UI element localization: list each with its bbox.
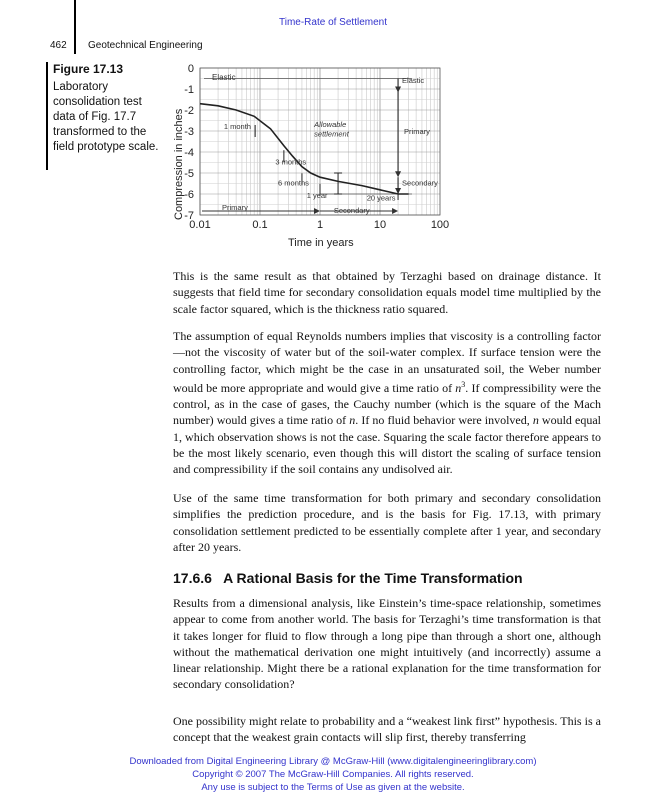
y-tick-label: -5 <box>184 168 194 180</box>
paragraph-1-block <box>173 268 601 317</box>
one-year-label: 1 year <box>306 191 328 201</box>
settlement-chart <box>168 60 468 250</box>
secondary-bottom-label: Secondary <box>333 205 370 215</box>
figure-caption-rule <box>46 62 48 170</box>
x-axis-ticks <box>189 219 449 231</box>
arrowhead <box>395 171 401 177</box>
elastic-right-label: Elastic <box>402 76 425 85</box>
figure-label: Figure 17.13 <box>53 62 124 76</box>
footer-line-1: Downloaded from Digital Engineering Library @ McGraw-Hill (www.digitalengineeringlibrary.com) <box>129 756 537 767</box>
footer-line-2: Copyright © 2007 The McGraw-Hill Companies. All rights reserved. <box>192 769 474 780</box>
paragraph-5-block <box>173 713 601 746</box>
y-tick-label: -2 <box>184 105 194 117</box>
y-axis-label: Compression in inches <box>173 108 185 220</box>
y-axis-ticks <box>184 63 194 222</box>
paragraph-2-block <box>173 328 601 478</box>
y-tick-label: -4 <box>184 147 194 159</box>
running-title: Time-Rate of Settlement <box>278 17 387 28</box>
paragraph-1: This is the same result as that obtained by Terzaghi based on drainage distance. It suggests that field time for secondary consolidation equals model time multiplied by the scale factor squared, which is the thickness ratio squared. <box>173 269 601 316</box>
allowable-settlement-label: Allowable <box>314 119 347 129</box>
paragraph-4-block <box>173 595 601 693</box>
twenty-years-label: 20 years <box>366 193 396 203</box>
x-axis-label: Time in years <box>288 237 354 249</box>
y-tick-label: -1 <box>184 84 194 96</box>
paragraph-3: Use of the same time transformation for both primary and secondary consolidation simplifies the prediction procedure, and is the basis for Fig. 17.13, with primary consolidation settlement predicted to be essentially complete after 1 year, and secondary after 20 years. <box>173 491 601 554</box>
page-number: 462 <box>50 40 67 51</box>
y-tick-label: -6 <box>184 189 194 201</box>
one-month-label: 1 month <box>223 121 251 131</box>
header-divider <box>74 0 76 54</box>
six-months-label: 6 months <box>278 178 309 188</box>
paragraph-2: The assumption of equal Reynolds numbers implies that viscosity is a controlling factor—not the viscosity of water but of the soil-water complex. If surface tension were the controlling factor, which might be the case in an unsaturated soil, the Weber number would be more appropriate and would give a time ratio of $n^3$. If compressibility were the control, as in the case of gases, the Cauchy number (which is the square of the Mach number) would gives a time ratio of n. If no fluid behavior were involved, n would equal 1, which observation shows is not the case. Squaring the scale factor therefore appears to be the most likely scenario, even though this will distort the scaling of surface tension and compressibility if the soil contains any undisolved air. <box>173 329 601 477</box>
paragraph-5: One possibility might relate to probability and a “weakest link first” hypothesis. This is a concept that the weakest grain contacts will slip first, thereby transferring <box>173 714 601 745</box>
x-tick-label: 10 <box>373 219 387 231</box>
primary-bottom-label: Primary <box>222 202 248 212</box>
y-tick-label: -3 <box>184 126 194 138</box>
y-tick-label: -7 <box>184 210 194 222</box>
paragraph-4: Results from a dimensional analysis, like Einstein’s time-space relationship, sometimes appear to come from another world. The basis for Terzaghi’s time transformation is that it takes longer for fluid to flow through a long pipe than through a short one, although without the mathematical derivation one might intuitively (and incorrectly) assume a linear relationship. Might there be a rational explanation for the time transformation for secondary consolidation? <box>173 596 601 692</box>
figure-caption: Laboratory consolidation test data of Fig. 17.7 transformed to the field prototype scale. <box>53 81 159 153</box>
y-tick-label: 0 <box>187 63 194 75</box>
x-tick-label: 100 <box>430 219 450 231</box>
book-title: Geotechnical Engineering <box>88 40 203 51</box>
three-months-label: 3 months <box>275 157 307 167</box>
arrowhead <box>395 87 401 93</box>
x-tick-label: 1 <box>316 219 324 231</box>
allowable-settlement-label: settlement <box>314 129 349 139</box>
elastic-left-label: Elastic <box>212 73 236 82</box>
x-tick-label: 0.01 <box>189 219 211 231</box>
primary-right-label: Primary <box>404 127 430 136</box>
paragraph-3-block <box>173 490 601 555</box>
section-heading: 17.6.6 A Rational Basis for the Time Transformation <box>173 570 523 586</box>
footer-line-3: Any use is subject to the Terms of Use as given at the website. <box>201 782 465 793</box>
secondary-right-label: Secondary <box>402 178 438 188</box>
x-tick-label: 0.1 <box>252 219 268 231</box>
arrowhead <box>392 208 398 214</box>
